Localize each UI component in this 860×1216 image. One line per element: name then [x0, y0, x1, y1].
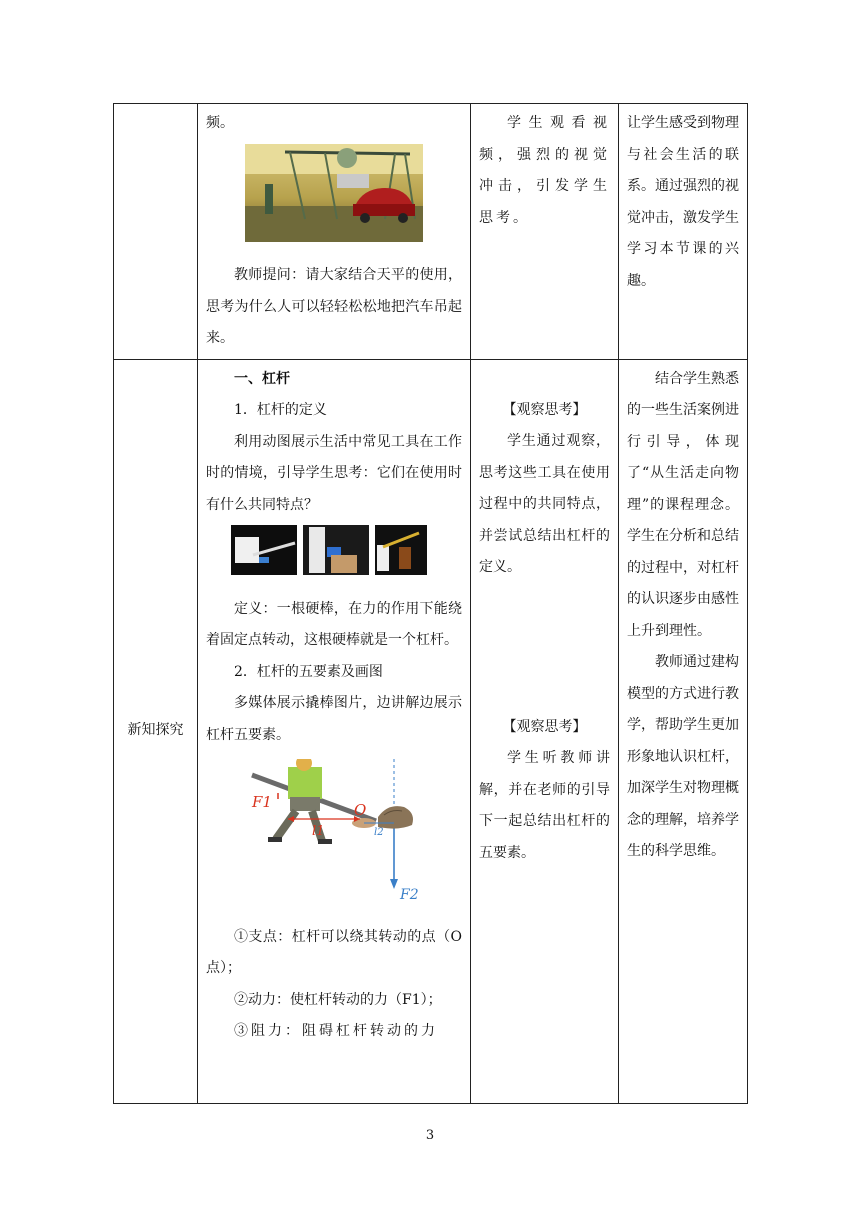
- subheading: 2．杠杆的五要素及画图: [234, 663, 383, 680]
- activity-tag: 【观察思考】: [502, 718, 587, 735]
- lever-diagram: [206, 759, 462, 918]
- section-heading: 一、杠杆: [234, 370, 290, 387]
- design-text: 结合学生熟悉的一些生活案例进行引导，体现了“从生活走向物理”的课程理念。学生在分析和总结的过程中，对杠杆的认识逐步由感性上升到理性。: [627, 370, 739, 639]
- tools-photos: [206, 525, 462, 590]
- paragraph: 利用动图展示生活中常见工具在工作时的情境，引导学生思考：它们在使用时有什么共同特点？: [206, 433, 462, 513]
- label-l1: l1: [312, 824, 325, 839]
- list-item: ③阻力：阻碍杠杆转动的力: [234, 1023, 438, 1039]
- student-text: 学生听教师讲解，并在老师的引导下一起总结出杠杆的五要素。: [479, 750, 610, 861]
- activity-tag: 【观察思考】: [502, 401, 587, 418]
- table-row: [114, 104, 748, 360]
- list-item: ①支点：杠杆可以绕其转动的点（O点）；: [206, 928, 462, 976]
- list-item: ②动力：使杠杆转动的力（F1）；: [234, 991, 442, 1008]
- label-F2: F2: [400, 887, 419, 903]
- teacher-activity-cell: [198, 359, 471, 1103]
- teacher-activity-cell: [198, 104, 471, 360]
- subheading: 1．杠杆的定义: [234, 402, 327, 418]
- student-activity-cell: [471, 359, 619, 1103]
- teacher-question: 教师提问：请大家结合天平的使用，思考为什么人可以轻轻松松地把汽车吊起来。: [206, 267, 462, 346]
- student-text: 学生观看视频，强烈的视觉冲击，引发学生思考。: [479, 115, 610, 226]
- paragraph: 多媒体展示撬棒图片，边讲解边展示杠杆五要素。: [206, 695, 462, 743]
- lesson-plan-table: [113, 103, 748, 1104]
- student-text: 学生通过观察，思考这些工具在使用过程中的共同特点，并尝试总结出杠杆的定义。: [479, 433, 610, 575]
- stage-cell-empty: [114, 104, 198, 360]
- student-activity-cell: [471, 104, 619, 360]
- label-l2: l2: [374, 827, 384, 838]
- car-lift-photo: [206, 144, 462, 255]
- page-number: 3: [425, 1128, 435, 1143]
- definition: 定义：一根硬棒，在力的作用下能绕着固定点转动，这根硬棒就是一个杠杆。: [206, 600, 462, 648]
- text-line: 频。: [206, 115, 234, 131]
- design-intent-cell: [619, 104, 748, 360]
- design-text: 让学生感受到物理与社会生活的联系。通过强烈的视觉冲击，激发学生学习本节课的兴趣。: [627, 115, 739, 289]
- table-row: [114, 359, 748, 1103]
- stage-label: 新知探究: [114, 359, 198, 1103]
- design-text: 教师通过建构模型的方式进行教学，帮助学生更加形象地认识杠杆，加深学生对物理概念的理解，培养学生的科学思维。: [627, 654, 739, 859]
- label-F1: F1: [252, 793, 272, 811]
- design-intent-cell: [619, 359, 748, 1103]
- label-O: O: [354, 801, 367, 819]
